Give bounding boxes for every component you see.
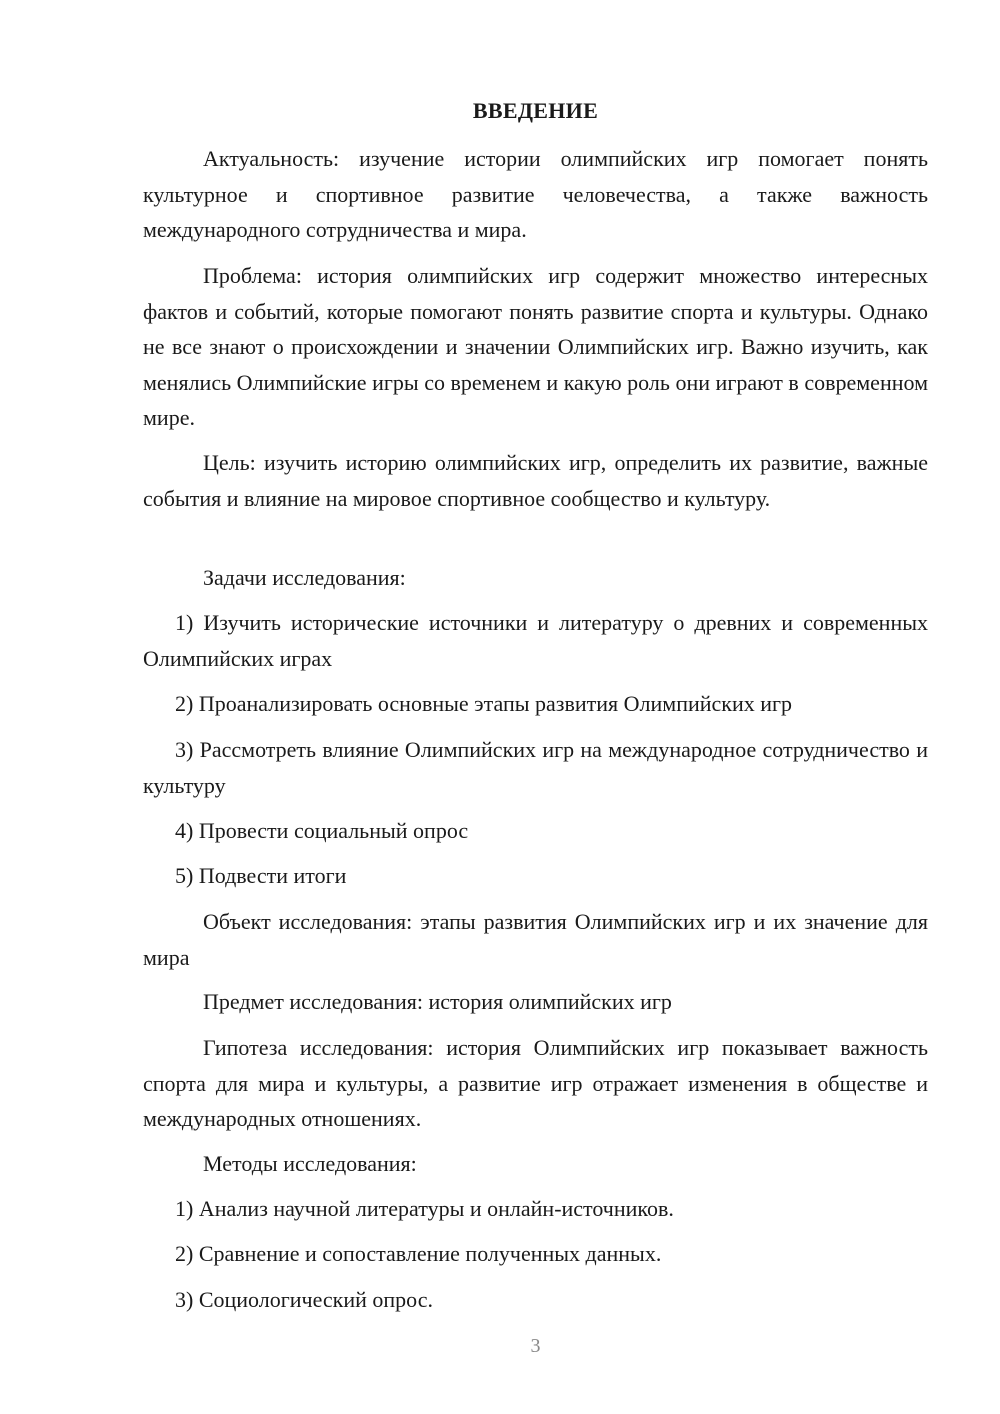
method-item-1: 1) Анализ научной литературы и онлайн-источников. [175,1196,674,1221]
task-item-5: 5) Подвести итоги [175,863,347,888]
page-number: 3 [530,1335,541,1357]
paragraph-goal: Цель: изучить историю олимпийских игр, определить их развитие, важные события и влияние на мировое спортивное сообщество и культуру. [143,450,928,511]
task-item-2: 2) Проанализировать основные этапы развития Олимпийских игр [175,691,793,716]
paragraph-tasks-heading: Задачи исследования: [203,565,406,590]
method-item-3: 3) Социологический опрос. [175,1287,433,1312]
paragraph-problem: Проблема: история олимпийских игр содержит множество интересных фактов и событий, которые помогают понять развитие спорта и культуры. Однако не все знают о происхождении и значении Олимпийских игр. Важно изучить, как менялись Олимпийские игры со временем и какую роль они играют в современном мире. [143,263,928,430]
task-item-1: 1) Изучить исторические источники и литературу о древних и современных Олимпийских играх [143,610,928,671]
paragraph-object: Объект исследования: этапы развития Олимпийских игр и их значение для мира [143,909,928,970]
task-item-3: 3) Рассмотреть влияние Олимпийских игр на международное сотрудничество и культуру [143,737,928,798]
page-title: ВВЕДЕНИЕ [472,98,599,123]
paragraph-hypothesis: Гипотеза исследования: история Олимпийских игр показывает важность спорта для мира и культуры, а развитие игр отражает изменения в обществе и международных отношениях. [143,1035,928,1131]
paragraph-relevance: Актуальность: изучение истории олимпийских игр помогает понять культурное и спортивное развитие человечества, а также важность международного сотрудничества и мира. [143,146,928,242]
method-item-2: 2) Сравнение и сопоставление полученных данных. [175,1241,662,1266]
task-item-4: 4) Провести социальный опрос [175,818,469,843]
paragraph-methods-heading: Методы исследования: [203,1151,417,1176]
paragraph-subject: Предмет исследования: история олимпийских игр [203,989,672,1014]
